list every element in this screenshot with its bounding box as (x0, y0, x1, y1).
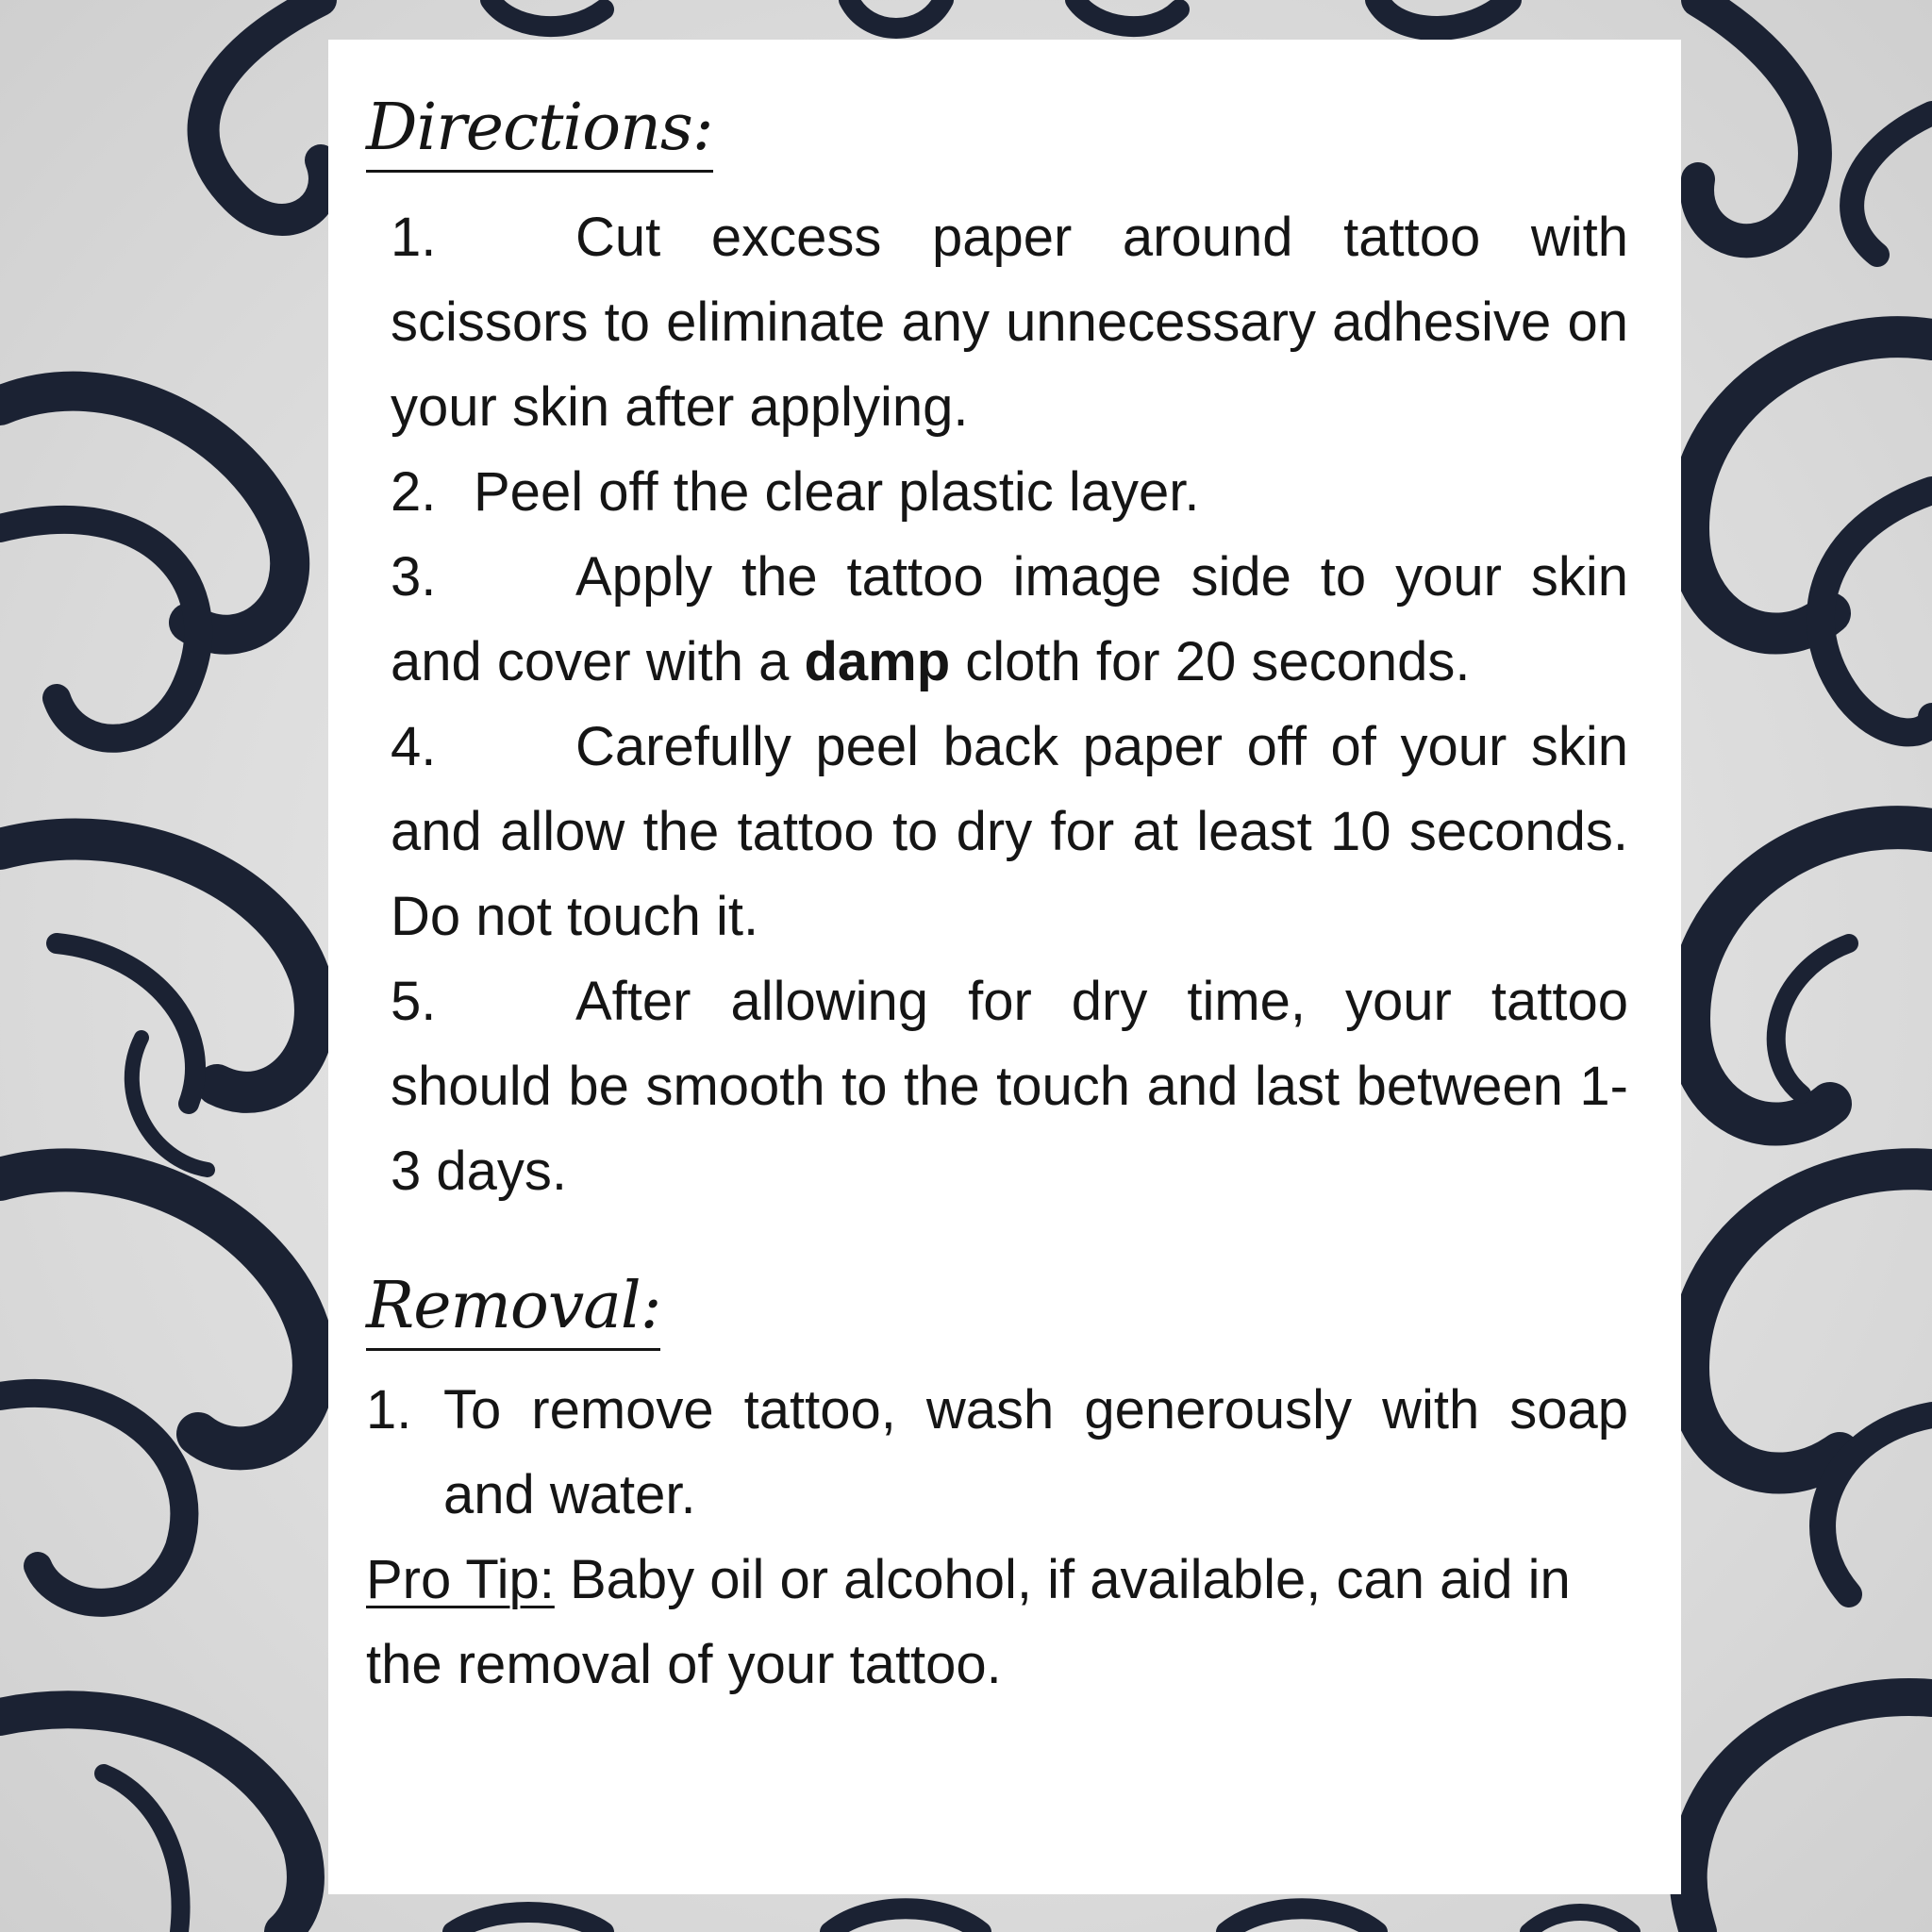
list-item (391, 535, 1628, 705)
directions-list (391, 195, 1628, 1214)
step-text: Apply the tattoo image side to your skin and cover with a (391, 546, 1628, 692)
removal-list (366, 1368, 1628, 1538)
emphasis-text: damp (804, 631, 951, 692)
list-item (366, 1368, 1628, 1538)
step-number: 2. (391, 461, 437, 523)
pro-tip-label: Pro Tip: (366, 1549, 555, 1610)
pro-tip-text: Baby oil or alcohol, if available, can aid in the removal of your tattoo. (366, 1549, 1571, 1695)
directions-heading: Directions: (366, 89, 713, 173)
step-number: 3. (391, 546, 437, 608)
step-text: After allowing for dry time, your tattoo should be smooth to the touch and last between 1-3 days. (391, 971, 1628, 1202)
step-text: To remove tattoo, wash generously with soap and water. (443, 1379, 1628, 1525)
instruction-card (328, 40, 1681, 1894)
step-text: Cut excess paper around tattoo with scissors to eliminate any unnecessary adhesive on your skin after applying. (391, 207, 1628, 438)
step-text: cloth for 20 seconds. (965, 631, 1471, 692)
list-item (391, 959, 1628, 1214)
pro-tip (366, 1538, 1628, 1707)
step-number: 1. (366, 1379, 412, 1441)
list-item (391, 705, 1628, 959)
list-item (391, 450, 1628, 535)
step-text: Peel off the clear plastic layer. (474, 461, 1200, 523)
step-text: Carefully peel back paper off of your skin and allow the tattoo to dry for at least 10 seconds. Do not touch it. (391, 716, 1628, 947)
step-number: 5. (391, 971, 437, 1032)
step-number: 4. (391, 716, 437, 777)
list-item (391, 195, 1628, 450)
step-number: 1. (391, 207, 437, 268)
removal-heading: Removal: (366, 1267, 660, 1351)
